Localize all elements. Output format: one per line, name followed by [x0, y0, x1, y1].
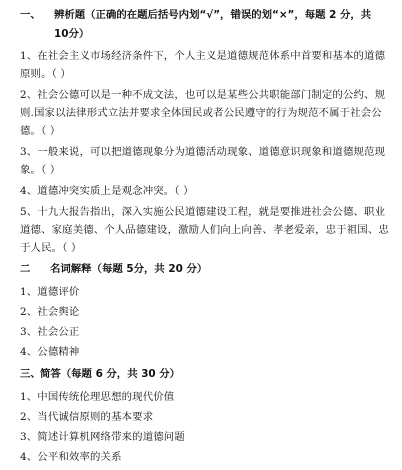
list-item: 1、中国传统伦理思想的现代价值 [20, 391, 175, 403]
question-item [20, 182, 388, 200]
question-text: 于人民。（ ） [20, 242, 82, 254]
term-list [20, 282, 388, 362]
question-text: 象。（ ） [20, 164, 61, 176]
question-text: 则.国家以法律形式立法并要求全体国民或者公民遵守的行为规范不属于社会公 [20, 107, 382, 119]
question-list [20, 387, 388, 467]
question-text: 1、在社会主义市场经济条件下，个人主义是道德规范体系中首要和基本的道德 [20, 50, 386, 62]
section-1-title: 辨析题（正确的在题后括号内划“√”，错误的划“×”，每题 2 分，共 [54, 9, 372, 21]
list-item: 4、公德精神 [20, 346, 80, 358]
question-text: 原则。（ ） [20, 68, 71, 80]
list-item: 3、简述计算机网络带来的道德问题 [20, 431, 185, 443]
question-item [20, 203, 388, 257]
question-text: 5、十九大报告指出，深入实施公民道德建设工程，就是要推进社会公德、职业 [20, 206, 386, 218]
section-1-number: 一、 [20, 9, 41, 21]
section-2-number: 二 [20, 263, 31, 275]
question-text: 德。（ ） [20, 125, 61, 137]
question-item [20, 86, 388, 140]
section-2-title: 名词解释（每题 5分，共 20 分） [50, 263, 208, 275]
list-item: 4、公平和效率的关系 [20, 451, 122, 463]
section-3-title: 简答（每题 6 分，共 30 分） [40, 368, 181, 380]
section-3-heading [20, 365, 388, 384]
list-item: 1、道德评价 [20, 286, 80, 298]
section-1-heading-continued [20, 25, 388, 44]
section-1-title-line2: 10分） [54, 28, 90, 40]
list-item: 2、社会舆论 [20, 306, 80, 318]
question-text: 4、道德冲突实质上是观念冲突。（ ） [20, 185, 194, 197]
list-item: 2、当代诚信原则的基本要求 [20, 411, 154, 423]
question-item [20, 143, 388, 179]
section-3-number: 三、 [20, 368, 41, 380]
question-text: 2、社会公德可以是一种不成文法，也可以是某些公共职能部门制定的公约、规 [20, 89, 386, 101]
question-text: 道德、家庭美德、个人品德建设，激励人们向上向善、孝老爱亲，忠于祖国、忠 [20, 224, 389, 236]
list-item: 3、社会公正 [20, 326, 80, 338]
question-item [20, 47, 388, 83]
section-1-heading [20, 6, 388, 25]
question-text: 3、一般来说，可以把道德现象分为道德活动现象、道德意识现象和道德规范现 [20, 146, 386, 158]
section-2-heading [20, 260, 388, 279]
